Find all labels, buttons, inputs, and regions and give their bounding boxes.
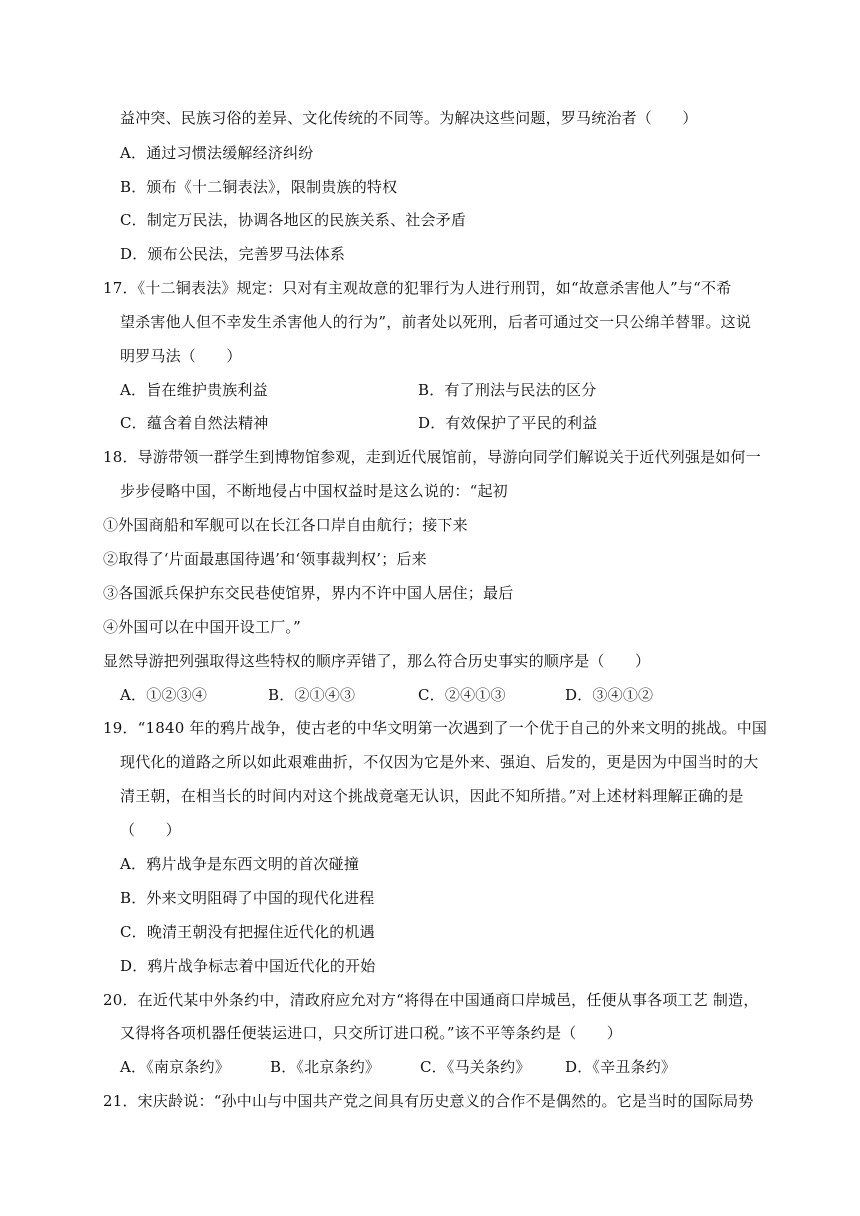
- q18-item-4: ④外国可以在中国开设工厂。”: [103, 618, 301, 636]
- q18-question: 显然导游把列强取得这些特权的顺序弄错了，那么符合历史事实的顺序是（ ）: [103, 652, 651, 670]
- q17-stem-line-3: 明罗马法（ ）: [120, 347, 242, 365]
- q18-option-d: D．③④①②: [565, 686, 654, 704]
- q18-option-b: B．②①④③: [268, 686, 356, 704]
- q16-option-c: C．制定万民法，协调各地区的民族关系、社会矛盾: [120, 211, 467, 229]
- q18-option-c: C．②④①③: [418, 686, 506, 704]
- q19-option-a: A．鸦片战争是东西文明的首次碰撞: [120, 855, 360, 873]
- q19-stem-line-1: 19．“1840 年的鸦片战争，使古老的中华文明第一次遇到了一个优于自己的外来文明的挑战。中国: [103, 719, 768, 737]
- q17-option-a: A．旨在维护贵族利益: [120, 381, 268, 399]
- q20-option-d: D．《辛丑条约》: [565, 1058, 677, 1076]
- q19-option-b: B．外来文明阻碍了中国的现代化进程: [120, 889, 375, 907]
- q17-option-c: C．蕴含着自然法精神: [120, 414, 269, 432]
- q18-item-3: ③各国派兵保护东交民巷使馆界，界内不许中国人居住；最后: [103, 584, 514, 602]
- q20-stem-line-2: 又得将各项机器任便装运进口，只交所订进口税。”该不平等条约是（ ）: [120, 1024, 622, 1042]
- q20-option-b: B．《北京条约》: [270, 1058, 381, 1076]
- q18-stem-line-2: 步步侵略中国，不断地侵占中国权益时是这么说的：“起初: [120, 482, 508, 500]
- q19-stem-line-2: 现代化的道路之所以如此艰难曲折，不仅因为它是外来、强迫、后发的，更是因为中国当时的大: [120, 753, 759, 771]
- q19-option-c: C．晚清王朝没有把握住近代化的机遇: [120, 923, 375, 941]
- q16-option-b: B．颁布《十二铜表法》，限制贵族的特权: [120, 178, 398, 196]
- q17-option-d: D．有效保护了平民的利益: [418, 414, 598, 432]
- q17-stem-line-2: 望杀害他人但不幸发生杀害他人的行为”，前者处以死刑，后者可通过交一只公绵羊替罪。这说: [120, 313, 752, 331]
- q16-stem-continuation: 益冲突、民族习俗的差异、文化传统的不同等。为解决这些问题，罗马统治者（ ）: [120, 109, 698, 127]
- q16-option-a: A．通过习惯法缓解经济纠纷: [120, 144, 314, 162]
- q19-stem-line-4: （ ）: [120, 821, 181, 839]
- q18-item-2: ②取得了‘片面最惠国待遇’和‘领事裁判权’；后来: [103, 550, 427, 568]
- q20-stem-line-1: 20．在近代某中外条约中，清政府应允对方“将得在中国通商口岸城邑，任便从事各项工艺 制造，: [103, 991, 759, 1009]
- q20-option-c: C．《马关条约》: [420, 1058, 531, 1076]
- q18-option-a: A．①②③④: [120, 686, 208, 704]
- q16-option-d: D．颁布公民法，完善罗马法体系: [120, 245, 346, 263]
- q17-stem-line-1: 17．《十二铜表法》规定：只对有主观故意的犯罪行为人进行刑罚，如“故意杀害他人”与“不希: [103, 279, 732, 297]
- q20-option-a: A．《南京条约》: [120, 1058, 230, 1076]
- q19-stem-line-3: 清王朝，在相当长的时间内对这个挑战竟毫无认识，因此不知所措。”对上述材料理解正确的是: [120, 787, 744, 805]
- q21-stem-line-1: 21．宋庆龄说：“孙中山与中国共产党之间具有历史意义的合作不是偶然的。它是当时的国际局势: [103, 1092, 754, 1110]
- q18-item-1: ①外国商船和军舰可以在长江各口岸自由航行；接下来: [103, 516, 468, 534]
- q17-option-b: B．有了刑法与民法的区分: [418, 381, 597, 399]
- q18-stem-line-1: 18．导游带领一群学生到博物馆参观，走到近代展馆前，导游向同学们解说关于近代列强是如何一: [103, 448, 761, 466]
- q19-option-d: D．鸦片战争标志着中国近代化的开始: [120, 957, 376, 975]
